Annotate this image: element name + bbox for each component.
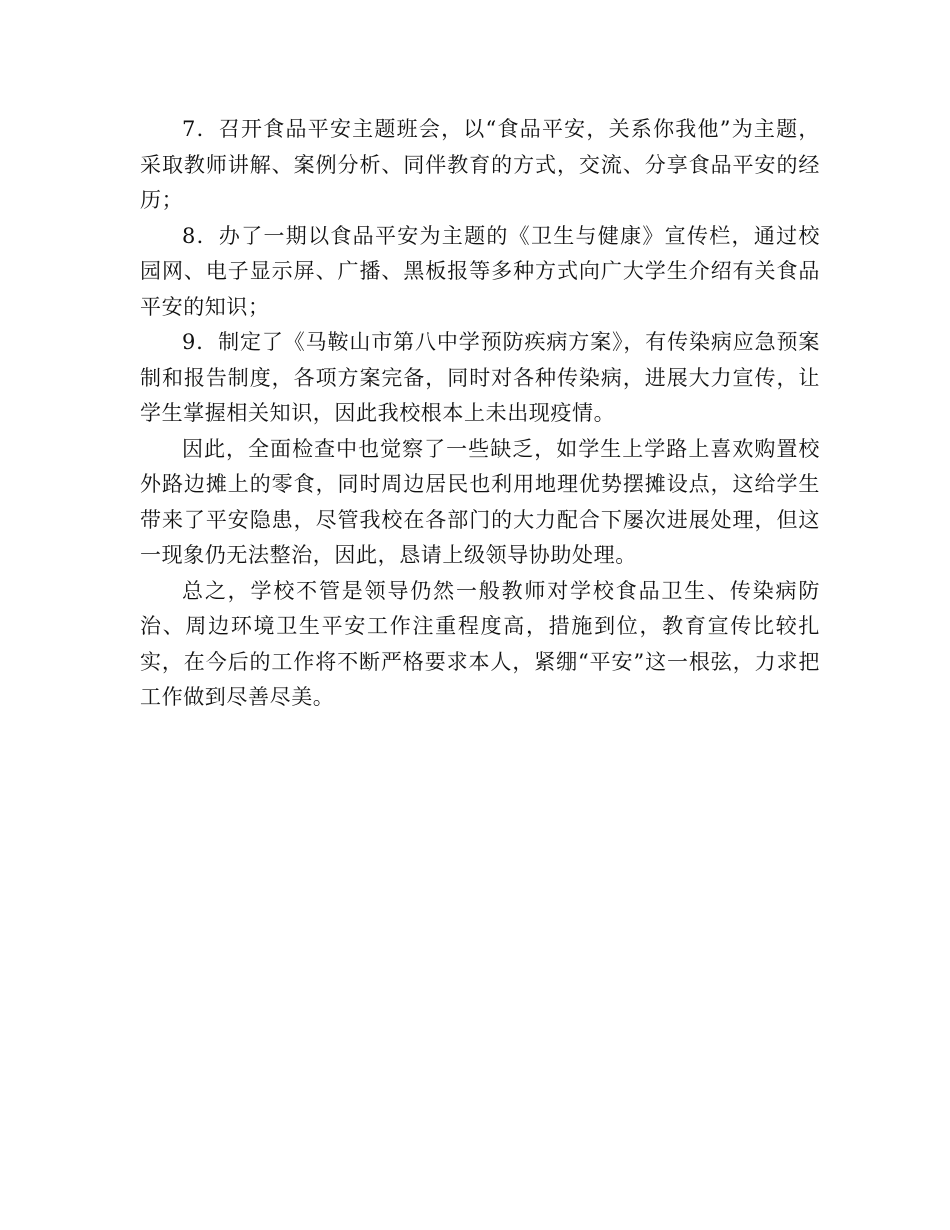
paragraph-item-7: 7．召开食品平安主题班会，以“食品平安，关系你我他”为主题，采取教师讲解、案例分析、同伴教育的方式，交流、分享食品平安的经历； <box>140 117 820 212</box>
paragraph-shortcomings: 因此，全面检查中也觉察了一些缺乏，如学生上学路上喜欢购置校外路边摊上的零食，同时周边居民也利用地理优势摆摊设点，这给学生带来了平安隐患，尽管我校在各部门的大力配合下屡次进展处理，但这一现象仍无法整治，因此，恳请上级领导协助处理。 <box>140 436 820 567</box>
paragraph-item-8: 8．办了一期以食品平安为主题的《卫生与健康》宣传栏，通过校园网、电子显示屏、广播、黑板报等多种方式向广大学生介绍有关食品平安的知识； <box>140 223 820 319</box>
document-page <box>140 112 820 716</box>
paragraph-conclusion: 总之，学校不管是领导仍然一般教师对学校食品卫生、传染病防治、周边环境卫生平安工作注重程度高，措施到位，教育宣传比较扎实，在今后的工作将不断严格要求本人，紧绷“平安”这一根弦，力求把工作做到尽善尽美。 <box>140 578 820 709</box>
paragraph-item-9: 9．制定了《马鞍山市第八中学预防疾病方案》，有传染病应急预案制和报告制度，各项方案完备，同时对各种传染病，进展大力宣传，让学生掌握相关知识，因此我校根本上未出现疫情。 <box>140 330 820 425</box>
